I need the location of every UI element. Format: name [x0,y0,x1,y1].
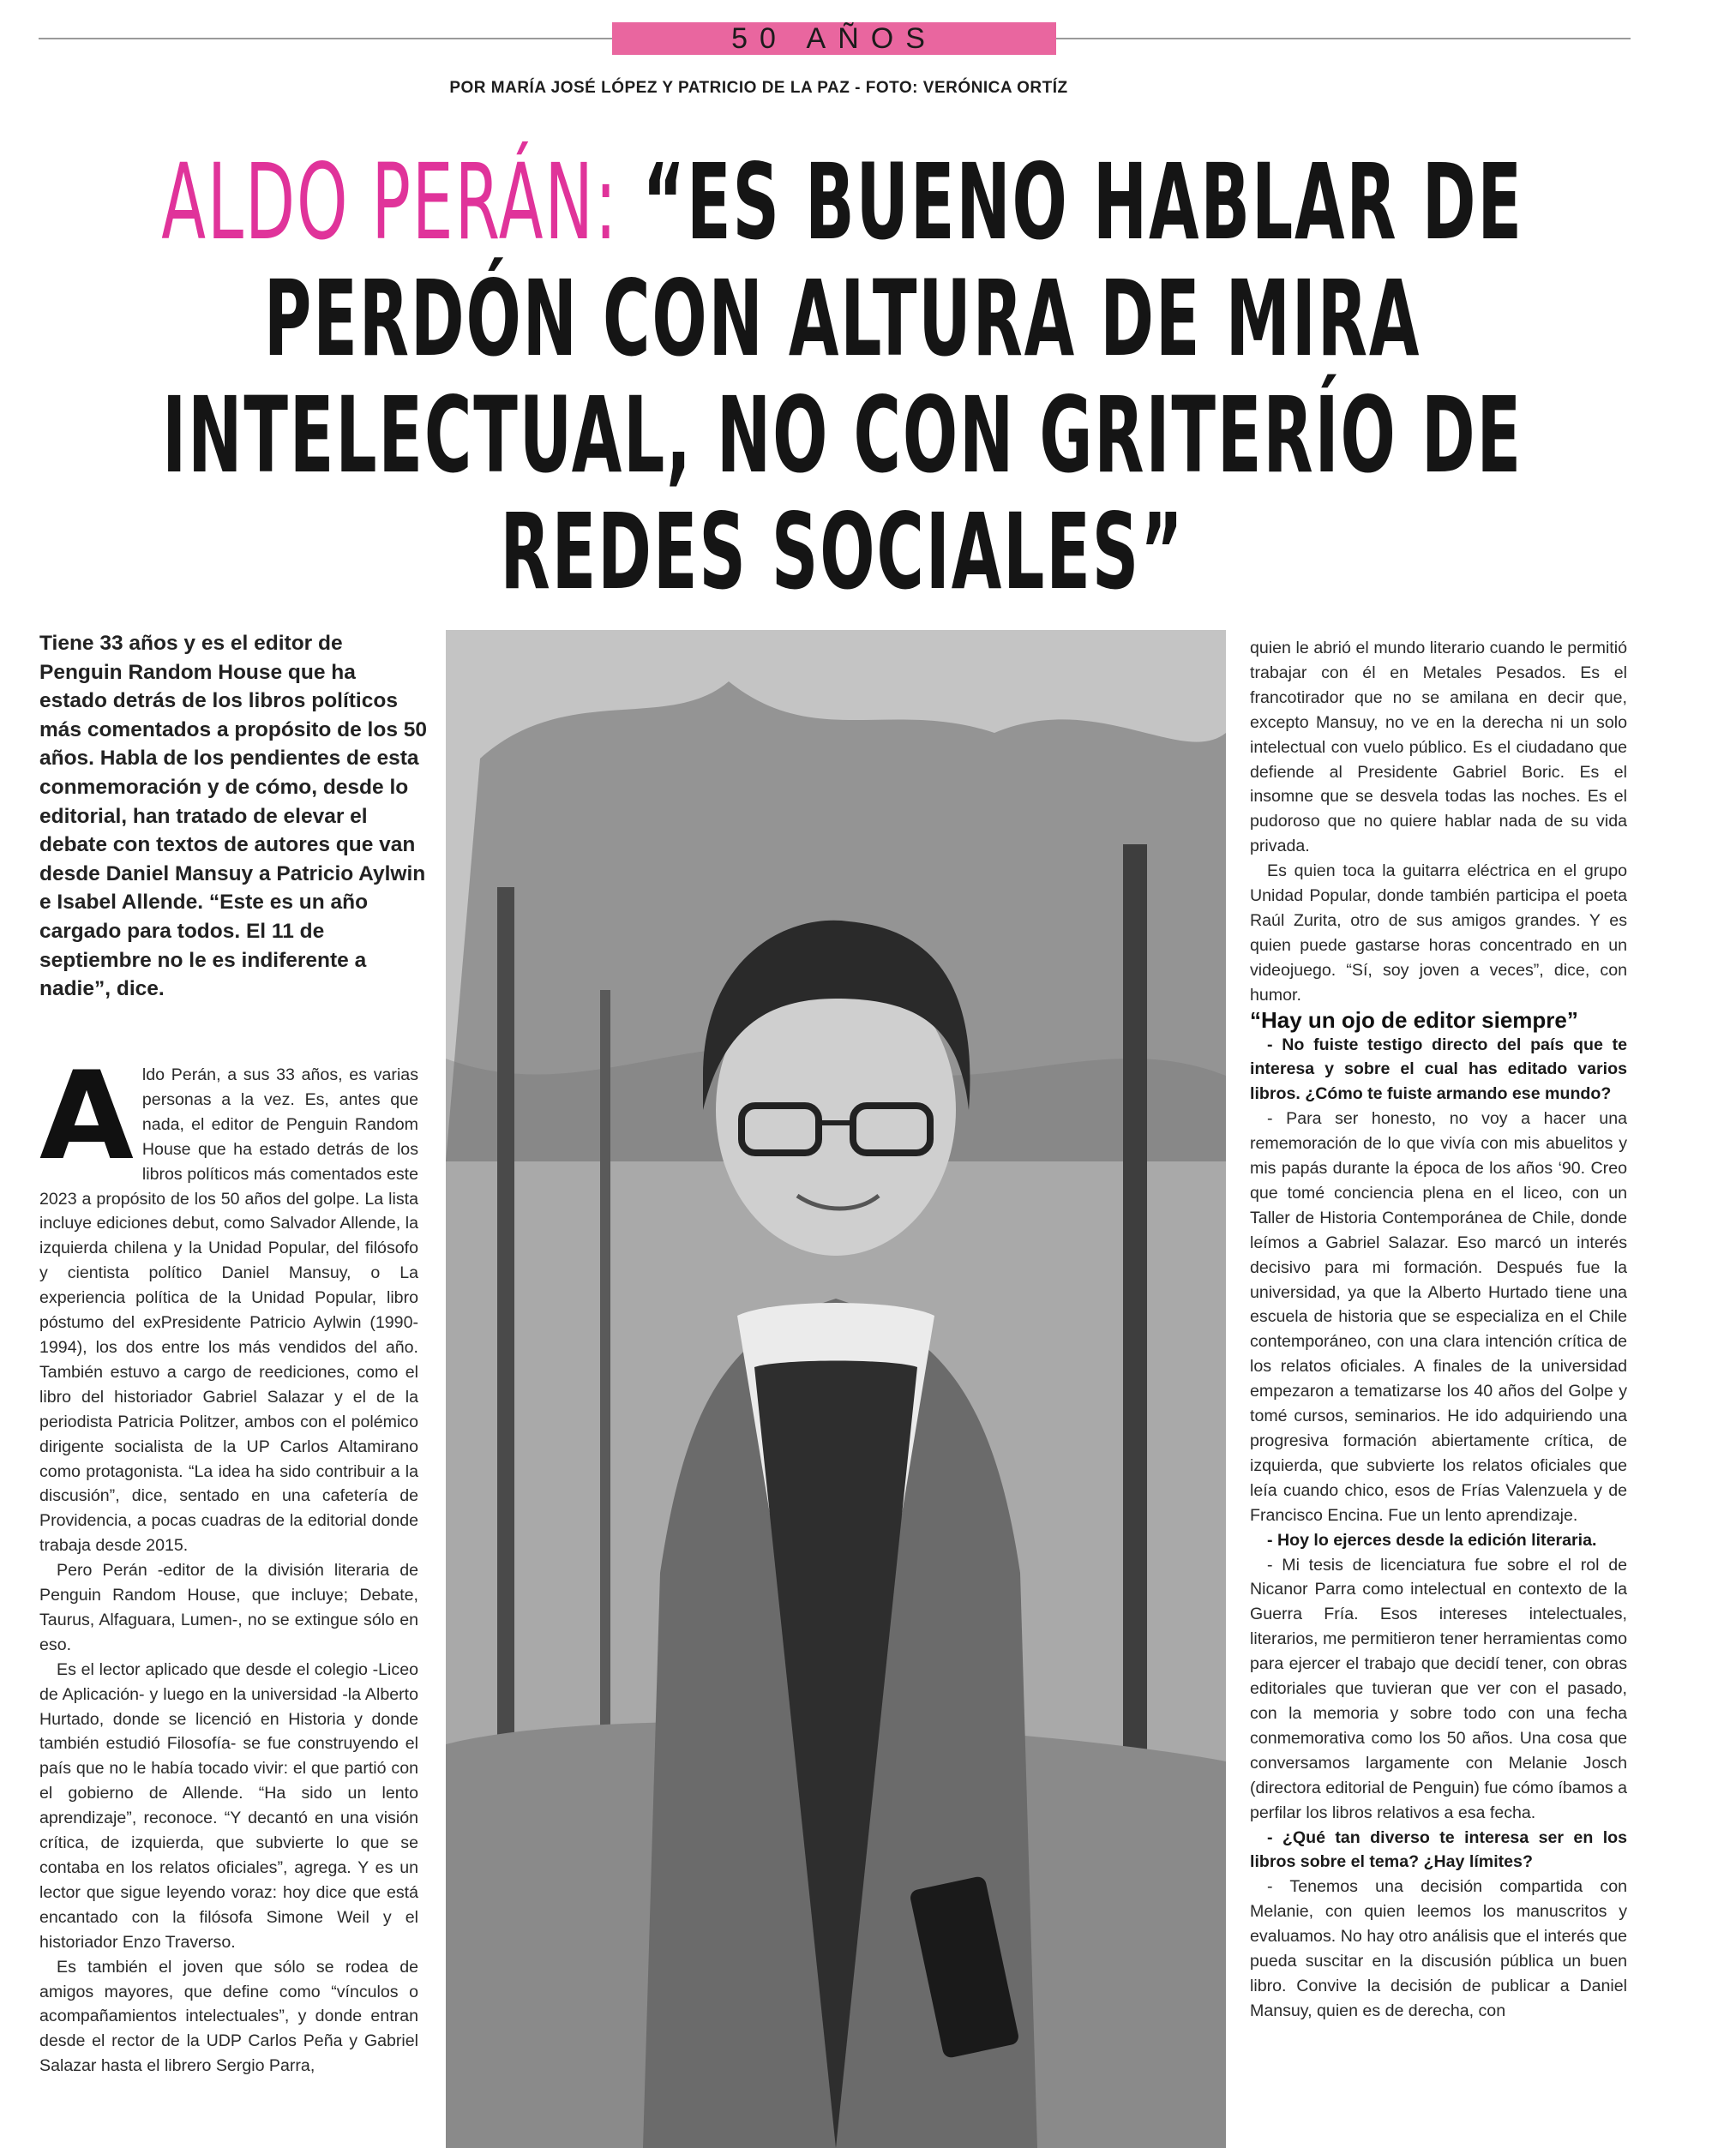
body-paragraph: quien le abrió el mundo literario cuando le permitió trabajar con él en Metales Pesados. Es el francotirador que no se amilana en decir que, excepto Mansuy, no ve en la derecha ni un solo intelectual con vuelo público. Es el ciudadano que defiende al Presidente Gabriel Boric. Es el insomne que se desvela todas las noches. Es el pudoroso que no quiere hablar nada de su vida privada. [1250,639,1627,856]
portrait-illustration [446,630,1226,2148]
interview-answer: - Mi tesis de licenciatura fue sobre el rol de Nicanor Parra como intelectual en contexto de la Guerra Fría. Esos intereses intelectuales, literarios, me permitieron tener herramientas como para ejercer el trabajo que decidí tener, con obras editoriales que tuvieran que ver con el pasado, con la memoria y sobre todo con una fecha conmemorativa como los 50 años. Una cosa que conversamos largamente con Melanie Josch (directora editorial de Penguin) fue cómo íbamos a perfilar los libros relativos a esa fecha. [1250,1555,1628,1822]
body-paragraph [39,1046,418,1558]
lede: Tiene 33 años y es el editor de Penguin Random House que ha estado detrás de los libros políticos más comentados a propósito de los 50 años. Habla de los pendientes de esta conmemoración y de cómo, desde lo editorial, han tratado de elevar el debate con textos de autores que van desde Daniel Mansuy a Patricio Aylwin e Isabel Allende. “Este es un año cargado para todos. El 11 de septiembre no le es indiferente a nadie”, dice. [39,632,428,1001]
headline [56,141,1629,613]
body-column-right [1250,636,1627,2024]
paragraph-text: ldo Perán, a sus 33 años, es varias personas a la vez. Es, antes que nada, el editor de Penguin Random House que ha estado detrás de los libros políticos más comentados este 2023 a propósito de los 50 años del golpe. La lista incluye ediciones debut, como Salvador Allende, la izquierda chilena y la Unidad Popular, del filósofo y cientista político Daniel Mansuy, o La experiencia política de la Unidad Popular, libro póstumo del exPresidente Patricio Aylwin (1990-1994), los dos entre los más vendidos del año. También estuvo a cargo de reediciones, como el libro del historiador Gabriel Salazar y el de la periodista Patricia Politzer, ambos con el polémico dirigente socialista de la UP Carlos Altamirano como protagonista. “La idea ha sido contribuir a la discusión”, dice, sentado en una cafetería de Providencia, a pocas cuadras de la editorial donde trabaja desde 2015. [39,1065,418,1556]
section-tag: 50 AÑOS [612,22,1056,55]
body-paragraph: Es también el joven que sólo se rodea de amigos mayores, que define como “vínculos o acompañamientos intelectuales”, y donde entran desde el rector de la UDP Carlos Peña y Gabriel Salazar hasta el librero Sergio Parra, [39,1957,418,2076]
interview-question: - Hoy lo ejerces desde la edición literaria. [1267,1530,1597,1550]
body-paragraph: Pero Perán -editor de la división literaria de Penguin Random House, que incluye; Debate, Taurus, Alfaguara, Lumen-, no se extingue sólo en eso. [39,1561,418,1654]
interview-question: - ¿Qué tan diverso te interesa ser en los libros sobre el tema? ¿Hay límites? [1250,1827,1627,1872]
interview-answer: - Tenemos una decisión compartida con Melanie, con quien leemos los manuscritos y evaluamos. No hay otro análisis que el interés que pueda suscitar en la discusión pública un buen libro. Convive la decisión de publicar a Daniel Mansuy, quien es de derecha, con [1250,1877,1627,2020]
body-paragraph: Es el lector aplicado que desde el colegio -Liceo de Aplicación- y luego en la universidad -la Alberto Hurtado, donde se licenció en Historia y donde también estudió Filosofía- se fue construyendo el país que no le había tocado vivir: el que partió con el gobierno de Allende. “Ha sido un lento aprendizaje”, reconoce. “Y decantó en una visión crítica, de izquierda, que subvierte lo que se contaba en los relatos oficiales”, agrega. Y es un lector que sigue leyendo voraz: hoy dice que está encantado con la filósofa Simone Weil y el historiador Enzo Traverso. [39,1659,418,1952]
body-paragraph: Es quien toca la guitarra eléctrica en el grupo Unidad Popular, donde también participa el poeta Raúl Zurita, otro de sus amigos grandes. Y es quien puede gastarse horas concentrado en un videojuego. “Sí, soy joven a veces”, dice, con humor. [1250,861,1627,1005]
interview-subhead: “Hay un ojo de editor siempre” [1250,1006,1578,1033]
byline: POR MARÍA JOSÉ LÓPEZ Y PATRICIO DE LA PAZ - FOTO: VERÓNICA ORTÍZ [449,79,1068,97]
portrait-photo [446,630,1226,2148]
interview-question: - No fuiste testigo directo del país que te interesa y sobre el cual has editado varios libros. ¿Cómo te fuiste armando ese mundo? [1250,1035,1627,1104]
headline-name: ALDO PERÁN: [161,141,619,263]
interview-answer: - Para ser honesto, no voy a hacer una rememoración de lo que vivía con mis abuelitos y mis papás durante la época de los años ‘90. Creo que tomé conciencia plena en el liceo, con un Taller de Historia Contemporánea de Chile, donde leímos a Gabriel Salazar. Eso marcó un interés decisivo para mi formación. Después fue la universidad, ya que la Alberto Hurtado tiene una escuela de historia que se especializa en el Chile contemporáneo, con una clara intención crítica de los relatos oficiales. A finales de la universidad empezaron a tematizarse los 40 años del Golpe y tomé cursos, seminarios. He ido adquiriendo una progresiva formación abiertamente crítica, de izquierda, que subvierte los relatos oficiales que leía cuando chico, esos de Frías Valenzuela y de Francisco Encina. Fue un lento aprendizaje. [1250,1109,1627,1525]
body-column-left [39,1046,418,2079]
headline-quote: “ES BUENO HABLAR DE PERDÓN CON ALTURA DE MIRA INTELECTUAL, NO CON GRITERÍO DE REDES SOCIALES” [162,141,1523,613]
drop-cap: A [39,1046,134,1187]
